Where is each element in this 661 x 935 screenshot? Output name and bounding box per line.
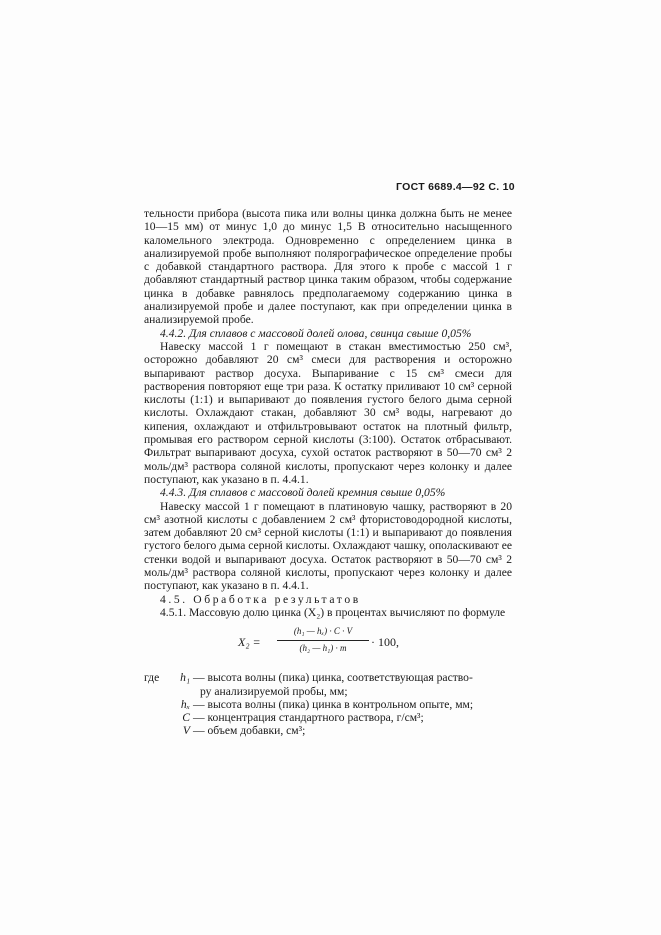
formula-tail: · 100, <box>371 635 399 650</box>
definition-text: — объем добавки, см³; <box>193 724 306 738</box>
definition-row <box>144 698 512 711</box>
definition-symbol: h₁ <box>180 671 190 685</box>
paragraph-4-4-3: Навеску массой 1 г помещают в платиновую чашку, растворяют в 20 см³ азотной кислоты с добавлением 2 см³ фтористоводородной кислоты, затем добавляют 20 см³ серной кислоты (1:1) и выпаривают до появления густого белого дыма серной кислоты. Охлаждают чашку, ополаскивают ее стенки водой и выпаривают досуха. Остаток растворяют в 50—70 см³ 2 моль/дм³ раствора соляной кислоты, пропускают через колонку и далее поступают, как указано в п. 4.4.1. <box>144 499 512 593</box>
definition-row <box>144 671 512 684</box>
definitions-lead: где <box>144 671 160 685</box>
formula-denominator: (h₂ — h₁) · m <box>299 642 347 653</box>
definition-text: — концентрация стандартного раствора, г/см³; <box>193 711 424 725</box>
formula-lhs: X₂ = <box>238 635 261 650</box>
body-text <box>144 207 512 738</box>
formula-numerator: (h₁ — hₓ) · C · V <box>277 625 369 640</box>
definition-continuation: ру анализируемой пробы, мм; <box>200 684 348 698</box>
section-heading-4-5: 4.5. Обработка результатов <box>160 592 361 606</box>
formula <box>144 623 512 665</box>
section-heading-4-4-2: 4.4.2. Для сплавов с массовой долей олова, свинца свыше 0,05% <box>160 326 472 340</box>
definition-text: — высота волны (пика) цинка в контрольном опыте, мм; <box>193 697 474 711</box>
definition-row <box>144 724 512 737</box>
formula-fraction <box>277 625 369 655</box>
page-header: ГОСТ 6689.4—92 С. 10 <box>396 181 515 193</box>
paragraph-4-4-2: Навеску массой 1 г помещают в стакан вместимостью 250 см³, осторожно добавляют 20 см³ смеси для растворения и осторожно выпаривают раствор досуха. Выпаривание с 15 см³ смеси для растворения повторяют еще три раза. К остатку приливают 10 см³ серной кислоты (1:1) и выпаривают до появления густого белого дыма серной кислоты. Охлаждают стакан, добавляют 30 см³ воды, нагревают до кипения, охлаждают и отфильтровывают остаток на плотный фильтр, промывая его раствором серной кислоты (3:100). Остаток отбрасывают. Фильтрат выпаривают досуха, сухой остаток растворяют в 50—70 см³ 2 моль/дм³ раствора соляной кислоты, пропускают через колонку и далее поступают, как указано в п. 4.4.1. <box>144 339 512 486</box>
definition-row <box>144 711 512 724</box>
section-heading-4-4-3: 4.4.3. Для сплавов с массовой долей кремния свыше 0,05% <box>160 486 446 500</box>
paragraph-4-5-1: 4.5.1. Массовую долю цинка (X₂) в процентах вычисляют по формуле <box>160 605 506 619</box>
definition-symbol: C <box>182 711 190 725</box>
definitions-list <box>144 671 512 737</box>
definition-text: — высота волны (пика) цинка, соответствующая раство- <box>193 671 473 685</box>
definition-symbol: V <box>182 724 190 738</box>
paragraph-continuation: тельности прибора (высота пика или волны цинка должна быть не менее 10—15 мм) от минус 1,0 до минус 1,5 В относительно насыщенного каломельного электрода. Одновременно с определением цинка в анализируемой пробе выполняют полярографическое определение пробы с добавкой стандартного раствора. Для этого к пробе с массой 1 г добавляют стандартный раствор цинка таким образом, чтобы содержание цинка в добавке равнялось предполагаемому содержанию цинка в анализируемой пробе и далее поступают, как при определении цинка в анализируемой пробе. <box>144 207 512 327</box>
definition-symbol: hₓ <box>180 697 190 711</box>
